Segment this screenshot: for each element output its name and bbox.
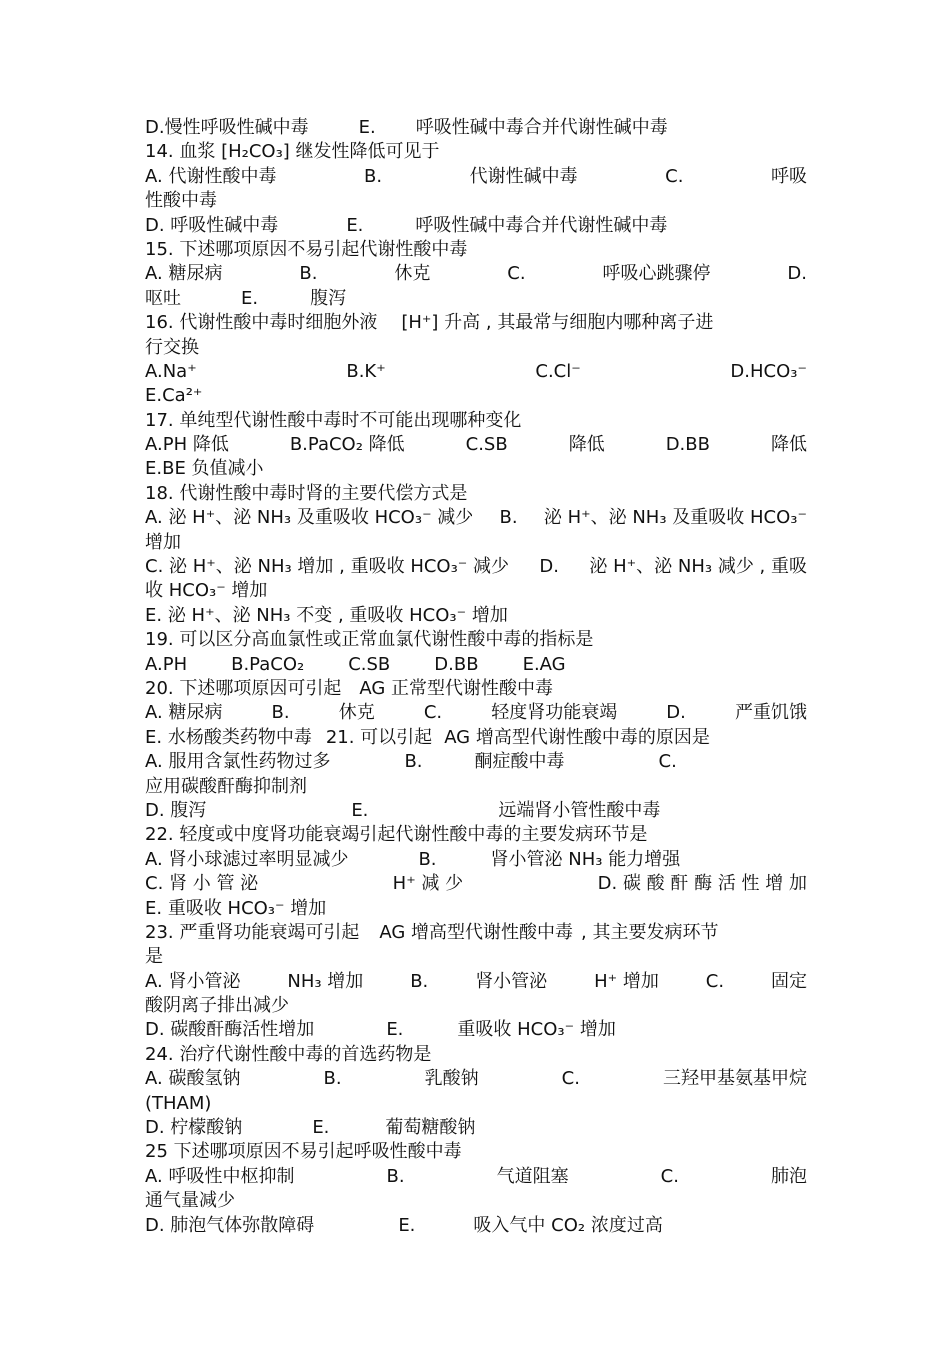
line-segment: A. 糖尿病 (145, 702, 223, 724)
line-segment: 呕吐 (145, 287, 181, 309)
text-line (145, 994, 807, 1018)
text-line (145, 653, 807, 677)
line-segment: C.SB (465, 434, 508, 456)
text-line (145, 311, 807, 335)
line-segment: D. 碳酸酐酶活性增加 (145, 1019, 315, 1041)
line-segment: 气道阻塞 (496, 1165, 569, 1187)
line-segment: A. 碳酸氢钠 (145, 1068, 241, 1090)
line-segment: 呼吸性碱中毒合并代谢性碱中毒 (415, 117, 668, 138)
line-segment: 轻度肾功能衰竭 (491, 702, 618, 724)
line-segment: 严重饥饿 (734, 702, 807, 724)
line-segment: C. (561, 1068, 580, 1090)
line-segment: E. (351, 799, 369, 821)
line-segment: 休克 (338, 702, 375, 724)
line-segment: (THAM) (145, 1092, 212, 1114)
line-segment: C. 肾 小 管 泌 (145, 873, 259, 895)
line-segment: 降低 (568, 434, 605, 456)
line-segment: AG 增高型代谢性酸中毒 (379, 921, 574, 943)
line-segment: D. 肺泡气体弥散障碍 (145, 1214, 315, 1236)
line-segment: H⁺ 减 少 (392, 873, 464, 895)
line-segment: A.PH (145, 653, 188, 675)
text-line (145, 262, 807, 286)
line-segment: C.SB (348, 653, 391, 675)
line-segment: E. 泌 H⁺、泌 NH₃ 不变 , 重吸收 HCO₃⁻ 增加 (145, 604, 508, 626)
line-segment: 酮症酸中毒 (474, 751, 565, 773)
text-line (145, 360, 807, 384)
line-segment: E. (346, 214, 364, 236)
line-segment: 收 HCO₃⁻ 增加 (145, 580, 268, 602)
text-line (145, 1140, 807, 1164)
line-segment: A. 呼吸性中枢抑制 (145, 1165, 295, 1187)
line-segment: A. 肾小球滤过率明显减少 (145, 848, 349, 870)
line-segment: 远端肾小管性酸中毒 (498, 799, 661, 821)
line-segment: 24. 治疗代谢性酸中毒的首选药物是 (145, 1043, 432, 1065)
line-segment: AG 正常型代谢性酸中毒 (359, 677, 554, 699)
text-line (145, 555, 807, 579)
text-line (145, 823, 807, 847)
line-segment: B. (404, 751, 423, 773)
line-segment: 通气量减少 (145, 1190, 235, 1212)
line-segment: C. 泌 H⁺、泌 NH₃ 增加 , 重吸收 HCO₃⁻ 减少 (145, 556, 510, 578)
line-segment: B.PaCO₂ 降低 (289, 434, 405, 456)
line-segment: E. 重吸收 HCO₃⁻ 增加 (145, 897, 327, 919)
line-segment: B. (410, 970, 429, 992)
text-line (145, 238, 807, 262)
line-segment: E. (398, 1214, 416, 1236)
line-segment: 降低 (770, 434, 807, 456)
line-segment: , 其主要发病环节 (581, 921, 719, 943)
line-segment: D. 碳 酸 酐 酶 活 性 增 加 (597, 873, 807, 895)
line-segment: C.Cl⁻ (535, 360, 581, 382)
line-segment: D. 腹泻 (145, 799, 207, 821)
line-segment: D.HCO₃⁻ (730, 360, 807, 382)
text-line (145, 1043, 807, 1067)
line-segment: 呼吸心跳骤停 (602, 263, 711, 285)
line-segment: H⁺ 增加 (594, 970, 659, 992)
line-segment: A. 泌 H⁺、泌 NH₃ 及重吸收 HCO₃⁻ 减少 (145, 507, 474, 529)
text-line (145, 384, 807, 408)
line-segment: 固定 (770, 970, 807, 992)
text-line (145, 799, 807, 823)
text-line (145, 165, 807, 189)
line-segment: 16. 代谢性酸中毒时细胞外液 (145, 312, 378, 334)
line-segment: 乳酸钠 (424, 1068, 479, 1090)
line-segment: D.BB (665, 434, 710, 456)
line-segment: B. (386, 1165, 405, 1187)
line-segment: B. (363, 165, 383, 187)
line-segment: E.BE 负值减小 (145, 458, 264, 480)
line-segment: E. (358, 117, 376, 138)
line-segment: B.PaCO₂ (231, 653, 305, 675)
line-segment: D. (539, 556, 560, 578)
text-line (145, 214, 807, 238)
line-segment: D. 呼吸性碱中毒 (145, 214, 279, 236)
text-line (145, 897, 807, 921)
text-line (145, 750, 807, 774)
text-line (145, 506, 807, 530)
text-line (145, 457, 807, 481)
line-segment: 15. 下述哪项原因不易引起代谢性酸中毒 (145, 238, 468, 260)
line-segment: C. (423, 702, 443, 724)
line-segment: 23. 严重肾功能衰竭可引起 (145, 921, 360, 943)
line-segment: 25 下述哪项原因不易引起呼吸性酸中毒 (145, 1141, 462, 1163)
line-segment: B.K⁺ (346, 360, 386, 382)
text-line (145, 775, 807, 799)
text-line (145, 945, 807, 969)
line-segment: E. (241, 287, 259, 309)
line-segment: 腹泻 (310, 287, 347, 309)
text-line (145, 531, 807, 555)
line-segment: 休克 (394, 263, 431, 285)
line-segment: 20. 下述哪项原因可引起 (145, 677, 342, 699)
line-segment: D.慢性呼吸性碱中毒 (145, 117, 309, 138)
line-segment: C. (705, 970, 725, 992)
line-segment: E.AG (522, 653, 566, 675)
text-line (145, 287, 807, 311)
line-segment: 性酸中毒 (145, 190, 217, 212)
line-segment: B. (499, 507, 518, 529)
text-line (145, 726, 807, 750)
line-segment: B. (418, 848, 437, 870)
line-segment: 增加 (145, 531, 181, 553)
line-segment: A. 服用含氯性药物过多 (145, 751, 331, 773)
text-line (145, 701, 807, 725)
line-segment: C. (658, 751, 677, 773)
text-line (145, 433, 807, 457)
line-segment: NH₃ 增加 (287, 970, 364, 992)
text-line (145, 409, 807, 433)
line-segment: E.Ca²⁺ (145, 385, 203, 407)
line-segment: 14. 血浆 [H₂CO₃] 继发性降低可见于 (145, 141, 440, 163)
text-line (145, 1018, 807, 1042)
line-segment: D. (787, 263, 807, 285)
line-segment: 呼吸 (770, 165, 807, 187)
line-segment: A.PH 降低 (145, 434, 229, 456)
line-segment: E. (312, 1117, 330, 1139)
line-segment: 肾小管泌 (475, 970, 548, 992)
line-segment: A. 代谢性酸中毒 (145, 165, 277, 187)
line-segment: 17. 单纯型代谢性酸中毒时不可能出现哪种变化 (145, 409, 522, 431)
line-segment: 重吸收 HCO₃⁻ 增加 (457, 1019, 616, 1041)
text-line (145, 970, 807, 994)
line-segment: 代谢性碱中毒 (469, 165, 578, 187)
text-line (145, 1116, 807, 1140)
text-line (145, 677, 807, 701)
line-segment: 行交换 (145, 336, 199, 358)
line-segment: AG 增高型代谢性酸中毒的原因是 (444, 726, 710, 748)
line-segment: 18. 代谢性酸中毒时肾的主要代偿方式是 (145, 482, 468, 504)
line-segment: C. (660, 1165, 679, 1187)
text-line (145, 336, 807, 360)
line-segment: B. (299, 263, 318, 285)
text-line (145, 579, 807, 603)
line-segment: D. (666, 702, 686, 724)
line-segment: 葡萄糖酸钠 (385, 1117, 476, 1139)
line-segment: 肾小管泌 NH₃ 能力增强 (490, 848, 681, 870)
line-segment: E. (386, 1019, 404, 1041)
line-segment: C. (507, 263, 526, 285)
text-line (145, 482, 807, 506)
line-segment: D. 柠檬酸钠 (145, 1117, 243, 1139)
line-segment: E. 水杨酸类药物中毒 (145, 726, 312, 748)
line-segment: 酸阴离子排出减少 (145, 995, 289, 1017)
text-line (145, 1165, 807, 1189)
line-segment: 三羟甲基氨基甲烷 (662, 1068, 807, 1090)
line-segment: 21. 可以引起 (325, 726, 433, 748)
line-segment: 呼吸性碱中毒合并代谢性碱中毒 (415, 214, 668, 236)
line-segment: A.Na⁺ (145, 360, 197, 382)
line-segment: B. (271, 702, 290, 724)
line-segment: C. (665, 165, 684, 187)
text-line (145, 116, 807, 140)
text-line (145, 848, 807, 872)
text-line (145, 872, 807, 896)
line-segment: 肺泡 (770, 1165, 807, 1187)
text-line (145, 1189, 807, 1213)
line-segment: D.BB (434, 653, 479, 675)
line-segment: A. 糖尿病 (145, 263, 223, 285)
text-line (145, 1214, 807, 1238)
line-segment: 19. 可以区分高血氯性或正常血氯代谢性酸中毒的指标是 (145, 629, 594, 651)
text-line (145, 1067, 807, 1091)
text-line (145, 604, 807, 628)
line-segment: 吸入气中 CO₂ 浓度过高 (473, 1214, 663, 1236)
text-line (145, 921, 807, 945)
line-segment: B. (323, 1068, 342, 1090)
line-segment: A. 肾小管泌 (145, 970, 241, 992)
line-segment: 泌 H⁺、泌 NH₃ 及重吸收 HCO₃⁻ (543, 507, 807, 529)
line-segment: 泌 H⁺、泌 NH₃ 减少 , 重吸 (589, 556, 807, 578)
text-line (145, 189, 807, 213)
line-segment: 应用碳酸酐酶抑制剂 (145, 775, 307, 797)
line-segment: 是 (145, 946, 163, 968)
line-segment: 22. 轻度或中度肾功能衰竭引起代谢性酸中毒的主要发病环节是 (145, 824, 648, 846)
text-line (145, 140, 807, 164)
document-body (145, 116, 807, 1238)
line-segment: [H⁺] 升高 , 其最常与细胞内哪种离子进 (401, 312, 714, 334)
text-line (145, 628, 807, 652)
text-line (145, 1092, 807, 1116)
